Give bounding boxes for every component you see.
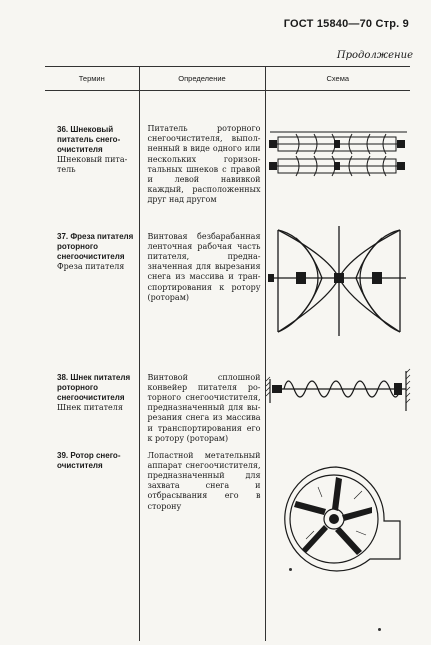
term-definition: Лопастной метательный аппарат снегоочистителя, предназначенный для захвата снега и отбрасывания его в сторону: [147, 450, 261, 511]
term-title: 36. Шнековый питатель снегоочистителя: [57, 125, 121, 154]
continuation-label: Продолжение: [336, 50, 413, 61]
terms-table: [45, 66, 410, 641]
column-header-scheme: Схема: [265, 67, 410, 91]
page-mark: [289, 568, 292, 571]
table-row: [45, 91, 410, 216]
term-synonym: Фреза питателя: [57, 261, 125, 271]
column-header-term: Термин: [45, 67, 139, 91]
table-row: [45, 216, 410, 353]
column-header-definition: Определение: [139, 67, 265, 91]
term-definition: Питатель роторного снегоочистителя, выполненный в виде одного или нескольких горизонтальных шнеков с правой и левой навивкой каждый, расположенных друг над другом: [147, 124, 261, 205]
page-mark: [378, 628, 381, 631]
double-auger-icon: [266, 91, 411, 216]
auger-icon: [266, 353, 411, 451]
table-row: [45, 353, 410, 451]
term-definition: Винтовой сплошной конвейер питателя роторного снегоочистителя, предназначенный для вырезания снега из массива и транспортирования его к ротору (роторам): [147, 372, 261, 443]
page-header: ГОСТ 15840—70 Стр. 9: [283, 18, 409, 30]
ribbon-cutter-icon: [266, 216, 411, 353]
term-definition: Винтовая безбарабанная ленточная рабочая часть питателя, предназначенная для вырезания снега из массива и транспортирования к ротору (роторам): [147, 231, 261, 302]
table-row: [45, 451, 410, 641]
term-synonym: Шнек питателя: [57, 402, 123, 412]
term-synonym: Шнековый питатель: [57, 155, 128, 174]
term-title: 38. Шнек питателя роторного снегоочистителя: [57, 372, 131, 402]
rotor-icon: [266, 451, 411, 641]
term-title: 37. Фреза питателя роторного снегоочистителя: [57, 231, 134, 261]
term-title: 39. Ротор снегоочистителя: [57, 450, 121, 470]
